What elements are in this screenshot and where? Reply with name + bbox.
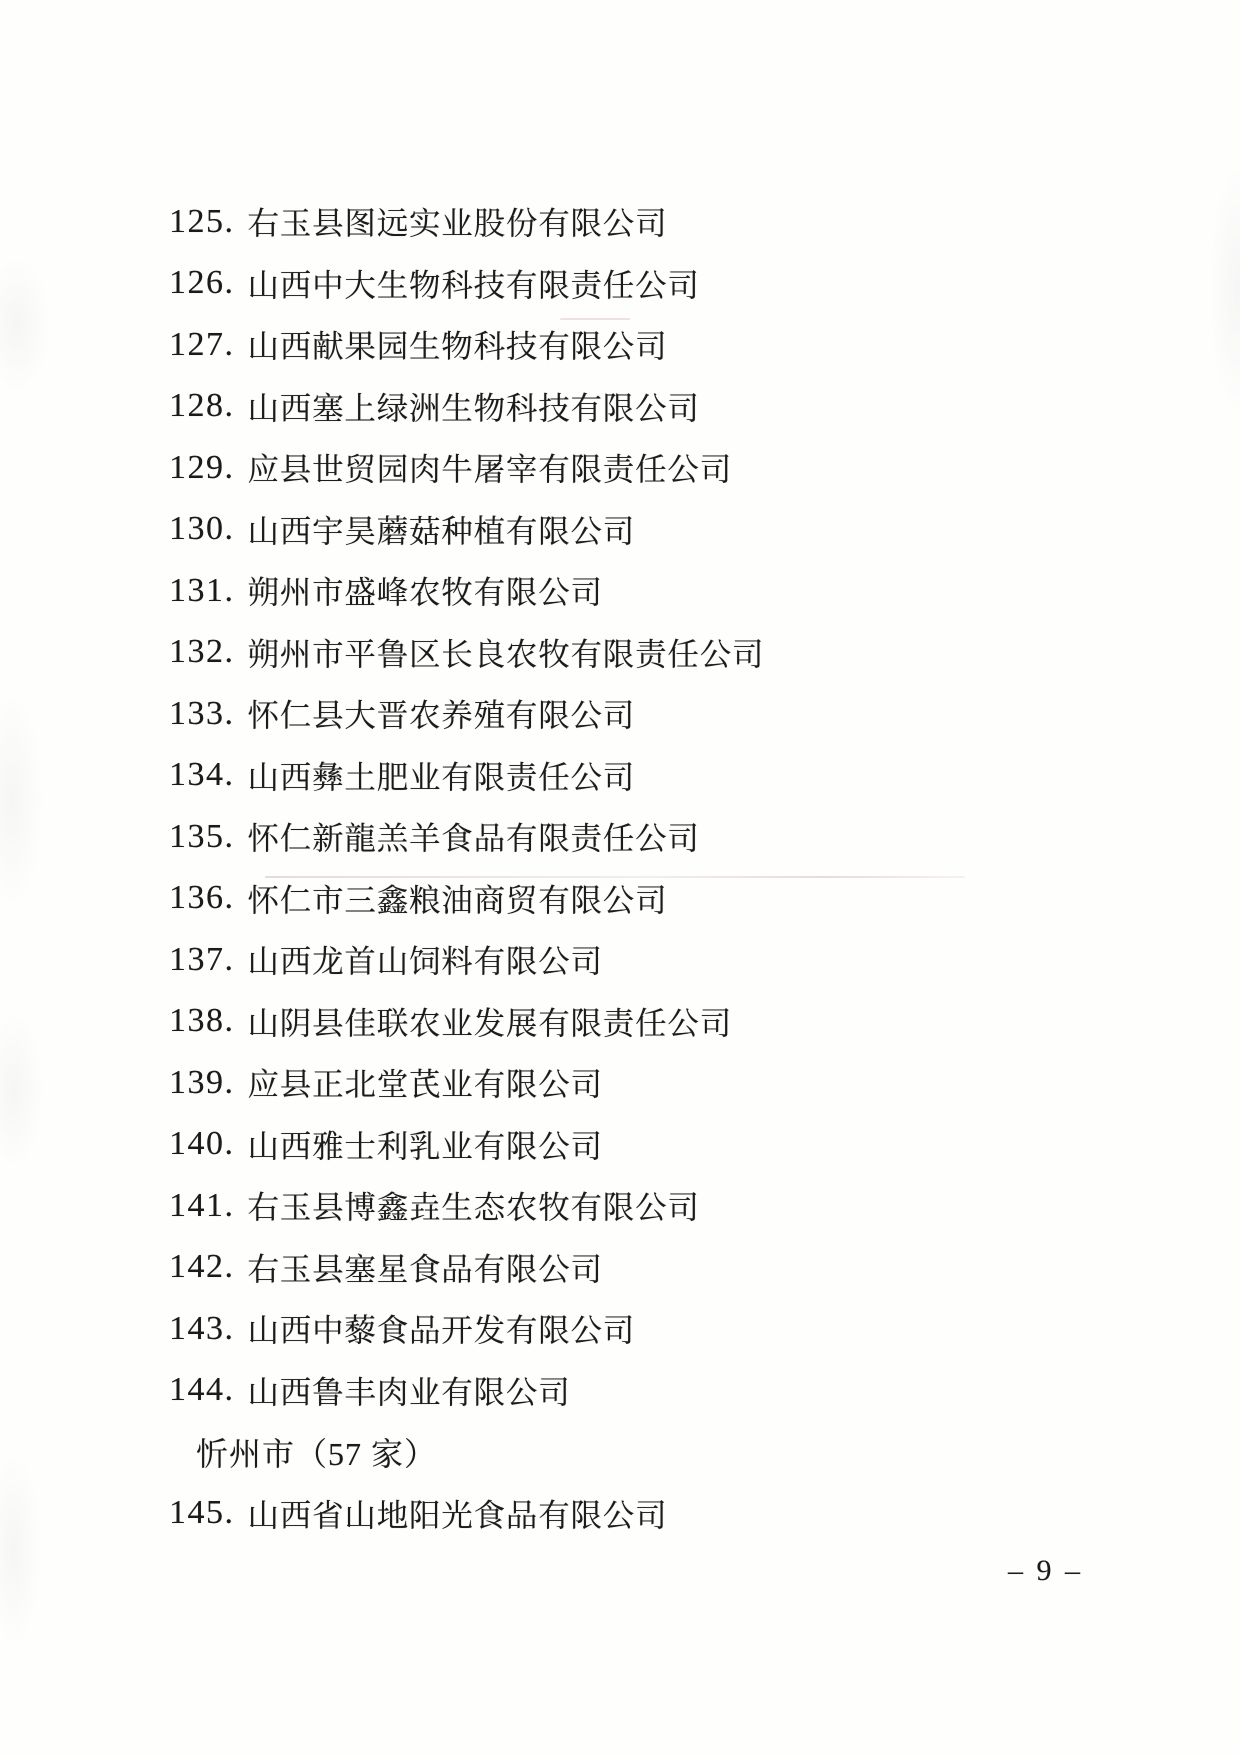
item-number: 128.: [169, 387, 235, 425]
section-header-label: 忻州市（57 家）: [196, 1435, 438, 1472]
item-number: 145.: [169, 1494, 235, 1532]
company-name: 怀仁市三鑫粮油商贸有限公司: [247, 882, 668, 918]
item-number: 144.: [169, 1371, 235, 1409]
list-item: [0, 499, 1240, 561]
item-number: 133.: [169, 694, 235, 732]
company-name: 山西雅士利乳业有限公司: [247, 1128, 603, 1164]
item-number: 140.: [169, 1125, 235, 1163]
company-name: 右玉县博鑫垚生态农牧有限公司: [247, 1190, 700, 1226]
item-number: 131.: [169, 571, 235, 609]
list-item: [0, 253, 1240, 315]
item-number: 136.: [169, 879, 235, 917]
item-number: 127.: [169, 325, 235, 363]
company-name: 朔州市盛峰农牧有限公司: [247, 575, 603, 611]
company-name: 山西中大生物科技有限责任公司: [247, 267, 700, 303]
company-name: 应县正北堂芪业有限公司: [247, 1067, 603, 1103]
item-number: 125.: [169, 202, 235, 240]
list-item: [0, 1175, 1240, 1237]
list-item: [0, 1237, 1240, 1299]
list-item: [0, 560, 1240, 622]
list-item: [0, 868, 1240, 930]
company-name: 右玉县塞星食品有限公司: [247, 1251, 603, 1287]
item-number: 132.: [169, 633, 235, 671]
list-item: [0, 1360, 1240, 1422]
company-name: 应县世贸园肉牛屠宰有限责任公司: [247, 452, 733, 488]
company-name: 山西省山地阳光食品有限公司: [247, 1497, 668, 1533]
item-number: 129.: [169, 448, 235, 486]
company-name: 山西龙首山饲料有限公司: [247, 944, 603, 980]
item-number: 135.: [169, 817, 235, 855]
item-number: 143.: [169, 1309, 235, 1347]
list-item: [0, 1298, 1240, 1360]
item-number: 138.: [169, 1002, 235, 1040]
list-item: [0, 191, 1240, 253]
item-number: 141.: [169, 1186, 235, 1224]
list-item: [0, 1114, 1240, 1176]
list-item: [0, 1052, 1240, 1114]
company-name: 怀仁县大晋农养殖有限公司: [247, 698, 636, 734]
item-number: 139.: [169, 1063, 235, 1101]
list-item: [0, 1483, 1240, 1545]
list-item: [0, 314, 1240, 376]
company-list: [0, 191, 1240, 1544]
item-number: 134.: [169, 756, 235, 794]
company-name: 山西献果园生物科技有限公司: [247, 329, 668, 365]
item-number: 142.: [169, 1248, 235, 1286]
list-item: [0, 622, 1240, 684]
item-number: 130.: [169, 510, 235, 548]
list-item: [0, 683, 1240, 745]
list-item: [0, 376, 1240, 438]
list-item: [0, 806, 1240, 868]
company-name: 怀仁新龍羔羊食品有限责任公司: [247, 821, 700, 857]
company-name: 山西鲁丰肉业有限公司: [247, 1374, 571, 1410]
item-number: 137.: [169, 940, 235, 978]
company-name: 右玉县图远实业股份有限公司: [247, 206, 668, 242]
list-item: [0, 437, 1240, 499]
company-name: 山西塞上绿洲生物科技有限公司: [247, 390, 700, 426]
company-name: 山西彝土肥业有限责任公司: [247, 759, 636, 795]
item-number: 126.: [169, 264, 235, 302]
section-header: [0, 1421, 1240, 1483]
page-number: – 9 –: [1008, 1554, 1083, 1587]
company-name: 山西宇昊蘑菇种植有限公司: [247, 513, 636, 549]
list-item: [0, 929, 1240, 991]
company-name: 山西中藜食品开发有限公司: [247, 1313, 636, 1349]
company-name: 朔州市平鲁区长良农牧有限责任公司: [247, 636, 765, 672]
list-item: [0, 991, 1240, 1053]
company-name: 山阴县佳联农业发展有限责任公司: [247, 1005, 733, 1041]
list-item: [0, 745, 1240, 807]
